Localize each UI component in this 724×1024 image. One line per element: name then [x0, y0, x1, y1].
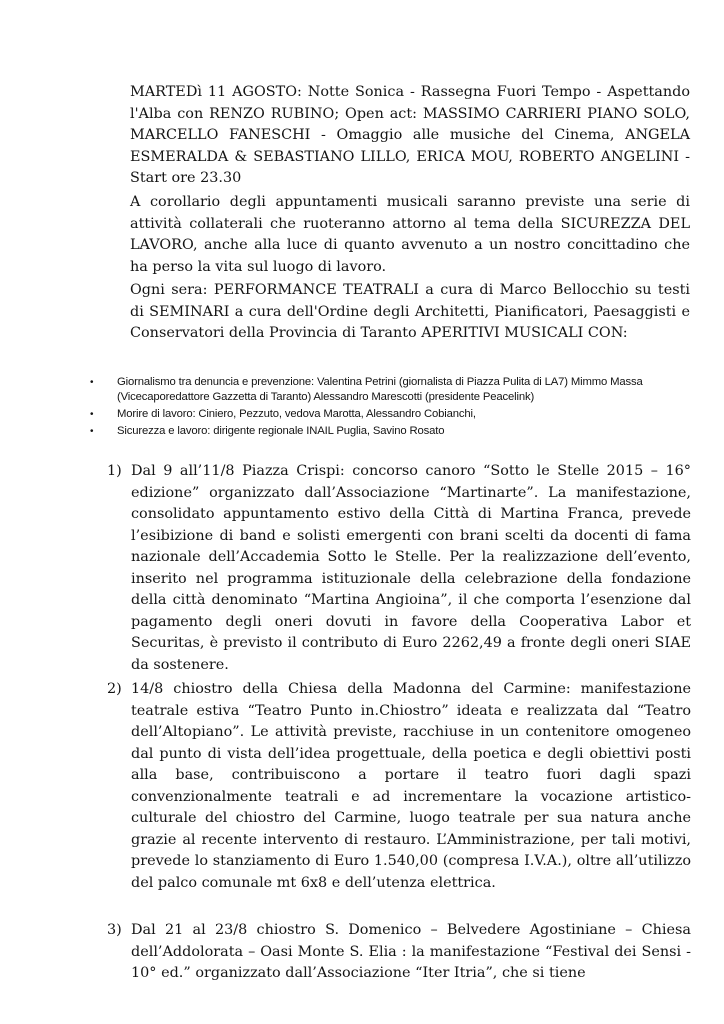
list-item-text: Morire di lavoro: Ciniero, Pezzuto, vedova Marotta, Alessandro Cobianchi, — [117, 408, 476, 420]
list-item — [90, 407, 702, 422]
list-item — [90, 375, 702, 405]
numbered-item-3 — [107, 920, 691, 985]
numbered-item-2 — [107, 679, 691, 894]
item-number: 1) — [107, 463, 122, 479]
bullet-icon: • — [90, 377, 94, 388]
bullet-icon: • — [90, 409, 94, 420]
paragraph-ogni-sera: Ogni sera: PERFORMANCE TEATRALI a cura di Marco Bellocchio su testi di SEMINARI a cura dell'Ordine degli Architetti, Pianificatori, Paesaggisti e Conservatori della Provincia di Taranto APERITIVI MUSICALI CON: — [130, 282, 690, 341]
paragraph-event-martedi: MARTEDì 11 AGOSTO: Notte Sonica - Rassegna Fuori Tempo - Aspettando l'Alba con RENZO RUBINO; Open act: MASSIMO CARRIERI PIANO SOLO, MARCELLO FANESCHI - Omaggio alle musiche del Cinema, ANGELA ESMERALDA & SEBASTIANO LILLO, ERICA MOU, ROBERTO ANGELINI - Start ore 23.30 — [130, 84, 690, 186]
item-text: 14/8 chiostro della Chiesa della Madonna del Carmine: manifestazione teatrale estiva “Teatro Punto in.Chiostro” ideata e realizzata dal “Teatro dell’Altopiano”. Le attività previste, racchiuse in un contenitore omogeneo dal punto di vista dell’idea progettuale, della poetica e degli obiettivi posti alla base, contribuiscono a portare il teatro fuori dagli spazi convenzionalmente teatrali e ad incrementare la vocazione artistico-culturale del chiostro del Carmine, luogo teatrale per sua natura anche grazie al recente intervento di restauro. L’Amministrazione, per tali motivi, prevede lo stanziamento di Euro 1.540,00 (compresa I.V.A.), oltre all’utilizzo del palco comunale mt 6x8 e dell’utenza elettrica. — [131, 681, 691, 891]
item-text: Dal 9 all’11/8 Piazza Crispi: concorso canoro “Sotto le Stelle 2015 – 16° edizione” organizzato dall’Associazione “Martinarte”. La manifestazione, consolidato appuntamento estivo della Città di Martina Franca, prevede l’esibizione di band e solisti emergenti con brani scelti da docenti di fama nazionale dell’Accademia Sotto le Stelle. Per la realizzazione dell’evento, inserito nel programma istituzionale della celebrazione della fondazione della città denominato “Martina Angioina”, il che comporta l’esenzione dal pagamento degli oneri dovuti in favore della Cooperativa Labor et Securitas, è previsto il contributo di Euro 2262,49 a fronte degli oneri SIAE da sostenere. — [131, 463, 691, 673]
numbered-item-1 — [107, 461, 691, 676]
list-item-text: Sicurezza e lavoro: dirigente regionale INAIL Puglia, Savino Rosato — [117, 425, 445, 437]
list-item — [90, 424, 702, 439]
item-number: 3) — [107, 922, 122, 938]
list-item-text: Giornalismo tra denuncia e prevenzione: Valentina Petrini (giornalista di Piazza Pulita di LA7) Mimmo Massa (Vicecaporedattore Gazzetta di Taranto) Alessandro Marescotti (presidente Peacelink) — [117, 376, 643, 403]
bullet-list — [90, 375, 702, 441]
paragraph-sicurezza-lavoro: A corollario degli appuntamenti musicali saranno previste una serie di attività collaterali che ruoteranno attorno al tema della SICUREZZA DEL LAVORO, anche alla luce di quanto avvenuto a un nostro concittadino che ha perso la vita sul luogo di lavoro. — [130, 194, 690, 275]
item-number: 2) — [107, 681, 122, 697]
item-text: Dal 21 al 23/8 chiostro S. Domenico – Belvedere Agostiniane – Chiesa dell’Addolorata – Oasi Monte S. Elia : la manifestazione “Festival dei Sensi - 10° ed.” organizzato dall’Associazione “Iter Itria”, che si tiene — [131, 922, 691, 981]
bullet-icon: • — [90, 426, 94, 437]
